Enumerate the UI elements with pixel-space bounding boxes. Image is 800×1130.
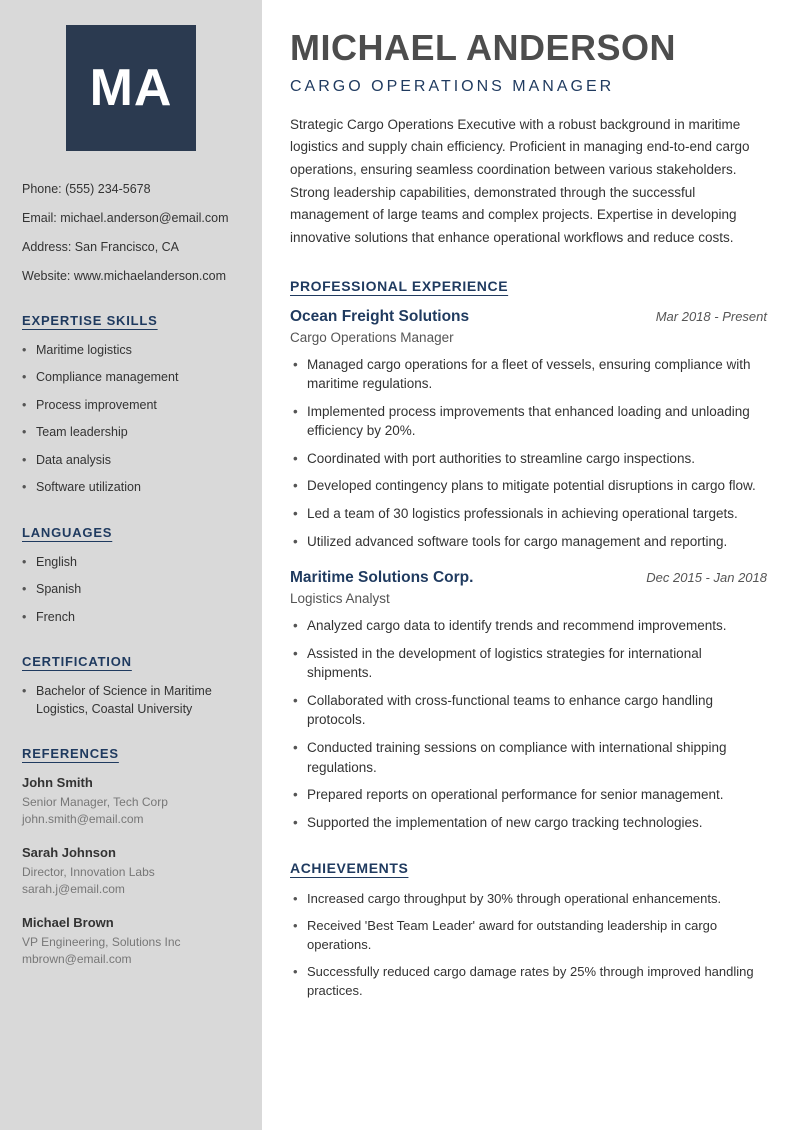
job-bullet: • Supported the implementation of new cargo tracking technologies. <box>290 813 767 833</box>
job-bullet: • Conducted training sessions on compliance with international shipping regulations. <box>290 738 767 777</box>
experience-entry <box>290 308 767 552</box>
reference-email: john.smith@email.com <box>22 812 144 827</box>
job-bullet: • Developed contingency plans to mitigate potential disruptions in cargo flow. <box>290 476 767 496</box>
job-bullet: • Collaborated with cross-functional teams to enhance cargo handling protocols. <box>290 691 767 730</box>
achievement-item: • Successfully reduced cargo damage rates by 25% through improved handling practices. <box>290 963 767 1001</box>
achievement-item: • Increased cargo throughput by 30% through operational enhancements. <box>290 890 767 909</box>
job-dates: Dec 2015 - Jan 2018 <box>646 570 767 586</box>
certification-list <box>22 683 240 718</box>
job-bullet: • Utilized advanced software tools for cargo management and reporting. <box>290 532 767 552</box>
job-bullet: • Implemented process improvements that enhanced loading and unloading efficiency by 20%. <box>290 402 767 441</box>
skill-item: • Compliance management <box>22 369 240 387</box>
skills-heading: EXPERTISE SKILLS <box>22 312 158 328</box>
summary-paragraph: Strategic Cargo Operations Executive with a robust background in maritime logistics and supply chain efficiency. Proficient in managing end-to-end cargo operations, ensuring seamless coordination between various stakeholders. Strong leadership capabilities, demonstrated through the successful management of large teams and complex projects. Expertise in developing innovative solutions that enhance operational workflows and reduce costs. <box>290 116 750 245</box>
reference-block <box>22 775 240 829</box>
website-line: Website: www.michaelanderson.com <box>22 268 227 283</box>
reference-name: Michael Brown <box>22 914 114 930</box>
experience-heading: PROFESSIONAL EXPERIENCE <box>290 277 509 294</box>
skill-item: • Maritime logistics <box>22 342 240 360</box>
reference-title: Senior Manager, Tech Corp <box>22 795 168 809</box>
reference-title: VP Engineering, Solutions Inc <box>22 934 181 949</box>
job-bullet-list <box>290 616 767 832</box>
job-role: Cargo Operations Manager <box>290 329 454 345</box>
languages-list <box>22 554 240 627</box>
references-heading: REFERENCES <box>22 746 119 761</box>
person-name: MICHAEL ANDERSON <box>290 27 677 68</box>
job-header <box>290 569 767 587</box>
experience-entry <box>290 569 767 832</box>
reference-email: sarah.j@email.com <box>22 882 125 897</box>
reference-block <box>22 915 240 969</box>
job-role: Logistics Analyst <box>290 591 390 607</box>
job-bullet: • Assisted in the development of logistics strategies for international shipments. <box>290 644 767 683</box>
job-bullet: • Managed cargo operations for a fleet of vessels, ensuring compliance with maritime regulations. <box>290 355 767 394</box>
reference-title: Director, Innovation Labs <box>22 864 155 879</box>
job-bullet: • Led a team of 30 logistics professionals in achieving operational targets. <box>290 504 767 524</box>
reference-block <box>22 845 240 899</box>
job-bullet: • Prepared reports on operational performance for senior management. <box>290 785 767 805</box>
person-job-title: CARGO OPERATIONS MANAGER <box>290 77 615 95</box>
sidebar <box>0 0 262 1130</box>
reference-name: Sarah Johnson <box>22 844 116 860</box>
reference-name: John Smith <box>22 775 93 790</box>
monogram-badge <box>66 25 196 151</box>
job-bullet: • Coordinated with port authorities to streamline cargo inspections. <box>290 449 767 469</box>
job-bullet: • Analyzed cargo data to identify trends and recommend improvements. <box>290 616 767 636</box>
certification-item: • Bachelor of Science in Maritime Logistics, Coastal University <box>22 683 240 718</box>
achievements-heading: ACHIEVEMENTS <box>290 860 409 877</box>
job-dates: Mar 2018 - Present <box>655 308 767 324</box>
language-item: • French <box>22 609 240 627</box>
email-line: Email: michael.anderson@email.com <box>22 210 229 225</box>
language-item: • English <box>22 554 240 572</box>
reference-email: mbrown@email.com <box>22 951 132 966</box>
certification-heading: CERTIFICATION <box>22 654 132 669</box>
language-item: • Spanish <box>22 581 240 599</box>
skill-item: • Data analysis <box>22 452 240 470</box>
skill-item: • Software utilization <box>22 479 240 497</box>
phone-line: Phone: (555) 234-5678 <box>22 182 151 196</box>
job-header <box>290 308 767 326</box>
skill-item: • Process improvement <box>22 397 240 415</box>
skills-list <box>22 342 240 497</box>
achievements-list <box>290 890 767 1000</box>
main-content <box>262 0 800 1130</box>
skill-item: • Team leadership <box>22 424 240 442</box>
company-name: Maritime Solutions Corp. <box>290 569 474 587</box>
company-name: Ocean Freight Solutions <box>290 307 470 325</box>
job-bullet-list <box>290 355 767 552</box>
achievement-item: • Received 'Best Team Leader' award for outstanding leadership in cargo operations. <box>290 917 767 955</box>
address-line: Address: San Francisco, CA <box>22 239 180 254</box>
monogram-initials: MA <box>89 59 173 117</box>
languages-heading: LANGUAGES <box>22 524 113 540</box>
